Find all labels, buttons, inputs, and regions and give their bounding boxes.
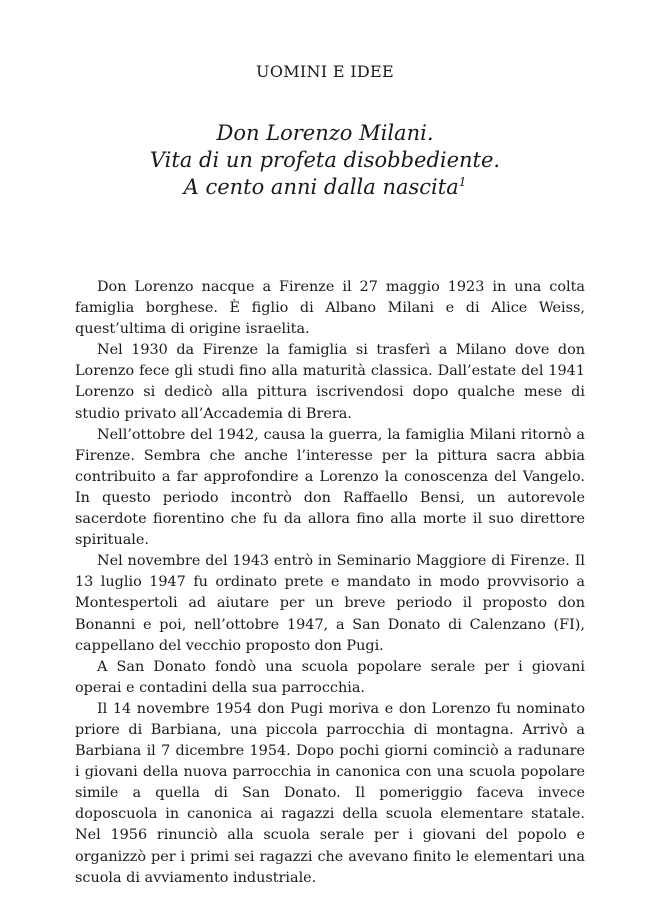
paragraph-1: Don Lorenzo nacque a Firenze il 27 maggio 1923 in una colta famiglia borghese. È figlio di Albano Milani e di Alice Weiss, quest’ultima di origine israelita. (75, 279, 585, 338)
paragraph-3: Nell’ottobre del 1942, causa la guerra, la famiglia Milani ritornò a Firenze. Sembra che anche l’interesse per la pittura sacra abbia contribuito a far approfondire a Lorenzo la conoscenza del Vangelo. In questo periodo incontrò don Raffaello Bensi, un autorevole sacerdote fiorentino che fu da allora fino alla morte il suo direttore spirituale. (75, 426, 585, 549)
article-body (75, 277, 585, 889)
paragraph-5: A San Donato fondò una scuola popolare serale per i giovani operai e contadini della sua parrocchia. (75, 658, 585, 696)
title-line-2: Vita di un profeta disobbediente. (149, 148, 501, 172)
paragraph-2: Nel 1930 da Firenze la famiglia si trasferì a Milano dove don Lorenzo fece gli studi fino alla maturità classica. Dall’estate del 1941 Lorenzo si dedicò alla pittura iscrivendosi dopo qualche mese di studio privato all’Accademia di Brera. (75, 342, 585, 422)
paragraph-4: Nel novembre del 1943 entrò in Seminario Maggiore di Firenze. Il 13 luglio 1947 fu ordinato prete e mandato in modo provvisorio a Montespertoli ad aiutare per un breve periodo il proposto don Bonanni e poi, nell’ottobre 1947, a San Donato di Calenzano (FI), cappellano del vecchio proposto don Pugi. (75, 553, 585, 654)
title-line-1: Don Lorenzo Milani. (216, 121, 434, 145)
title-line-3 (0, 174, 650, 201)
paragraph-6: Il 14 novembre 1954 don Pugi moriva e don Lorenzo fu nominato priore di Barbiana, una piccola parrocchia di montagna. Arrivò a Barbiana il 7 dicembre 1954. Dopo pochi giorni cominciò a radunare i giovani della nuova parrocchia in canonica con una scuola popolare simile a quella di San Donato. Il pomeriggio faceva invece doposcuola in canonica ai ragazzi della scuola elementare statale. Nel 1956 rinunciò alla scuola serale per i giovani del popolo e organizzò per i primi sei ragazzi che avevano finito le elementari una scuola di avviamento industriale. (75, 700, 585, 886)
section-heading: UOMINI E IDEE (256, 62, 394, 81)
footnote-marker: 1 (458, 175, 467, 189)
article-title (0, 120, 650, 201)
title-line-3-text: A cento anni dalla nascita (183, 175, 459, 199)
